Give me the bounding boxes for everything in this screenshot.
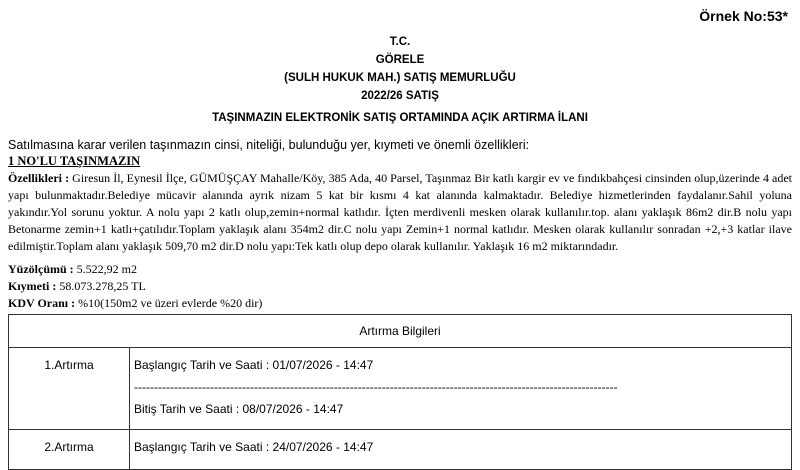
intro-text: Satılmasına karar verilen taşınmazın cinsi, niteliği, bulunduğu yer, kıymeti ve önemli özellikleri: (8, 138, 530, 152)
start-datetime-text: Başlangıç Tarih ve Saati : 24/07/2026 - 14:47 (134, 440, 374, 454)
table-row (9, 430, 792, 470)
ozellikler-label: Özellikleri : (8, 171, 70, 185)
yuzolcumu-line (8, 262, 137, 277)
row-info (130, 430, 792, 470)
yuzolcumu-value: 5.522,92 m2 (76, 262, 138, 276)
section-heading: 1 NO'LU TAŞINMAZIN (8, 154, 141, 168)
table-header: Artırma Bilgileri (9, 315, 792, 348)
start-datetime-text: Başlangıç Tarih ve Saati : 01/07/2026 - 14:47 (134, 358, 374, 372)
table-row (9, 348, 792, 430)
header-file: 2022/26 SATIŞ (361, 90, 439, 102)
row-label: 2.Artırma (9, 430, 130, 470)
kdv-line (8, 296, 262, 311)
header-city: GÖRELE (375, 54, 425, 66)
yuzolcumu-label: Yüzölçümü : (8, 262, 74, 276)
kdv-value: %10(150m2 ve üzeri evlerde %20 dir) (78, 296, 263, 310)
end-datetime (134, 402, 791, 417)
header-tc: T.C. (389, 36, 411, 48)
ozellikler-paragraph (8, 170, 792, 255)
kiymeti-line (8, 279, 146, 294)
document-title: TAŞINMAZIN ELEKTRONİK SATIŞ ORTAMINDA AÇIK ARTIRMA İLANI (212, 112, 588, 124)
ornek-number: Örnek No:53* (699, 8, 788, 24)
dash-separator: ------------------------------------------------------------------------------------------------------------------------- (134, 380, 618, 394)
start-datetime (134, 358, 791, 373)
kiymeti-label: Kıymeti : (8, 279, 57, 293)
kiymeti-value: 58.073.278,25 TL (59, 279, 146, 293)
artirma-table (8, 314, 792, 470)
end-datetime-text: Bitiş Tarih ve Saati : 08/07/2026 - 14:47 (134, 402, 344, 416)
ozellikler-text: Giresun İl, Eynesil İlçe, GÜMÜŞÇAY Mahalle/Köy, 385 Ada, 40 Parsel, Taşınmaz Bir katlı kargir ev ve fındıkbahçesi cinsinden olup,üzerinde 4 adet yapı bulunmaktadır.Belediye mücavir alanında ayrık nizam 5 kat bir kısmı 4 kat alanında kalmaktadır. Belediye hizmetlerinden faydalanır.Sahil yoluna yakındır.Yol sorunu yoktur. A nolu yapı 2 katlı olup,zemin+normal katlıdır. İçten merdivenli mesken olarak kullanılır.top. alanı yaklaşık 86m2 dir.B nolu yapı Betonarme zemin+1 katlı+çatılıdır.Toplam yaklaşık alanı 354m2 dir.C nolu yapı Zemin+1 normal katlıdır. Mesken olarak kullanılır sonradan +2,+3 katlar ilave edilmiştir.Toplam alanı yaklaşık 509,70 m2 dir.D nolu yapı:Tek katlı olup depo olarak kullanılır. Yaklaşık 16 m2 miktarındadır. (8, 171, 793, 253)
kdv-label: KDV Oranı : (8, 296, 76, 310)
table-header-row (9, 315, 792, 348)
header-office: (SULH HUKUK MAH.) SATIŞ MEMURLUĞU (284, 72, 516, 84)
start-datetime (134, 440, 791, 455)
row-label: 1.Artırma (9, 348, 130, 430)
row-info (130, 348, 792, 430)
